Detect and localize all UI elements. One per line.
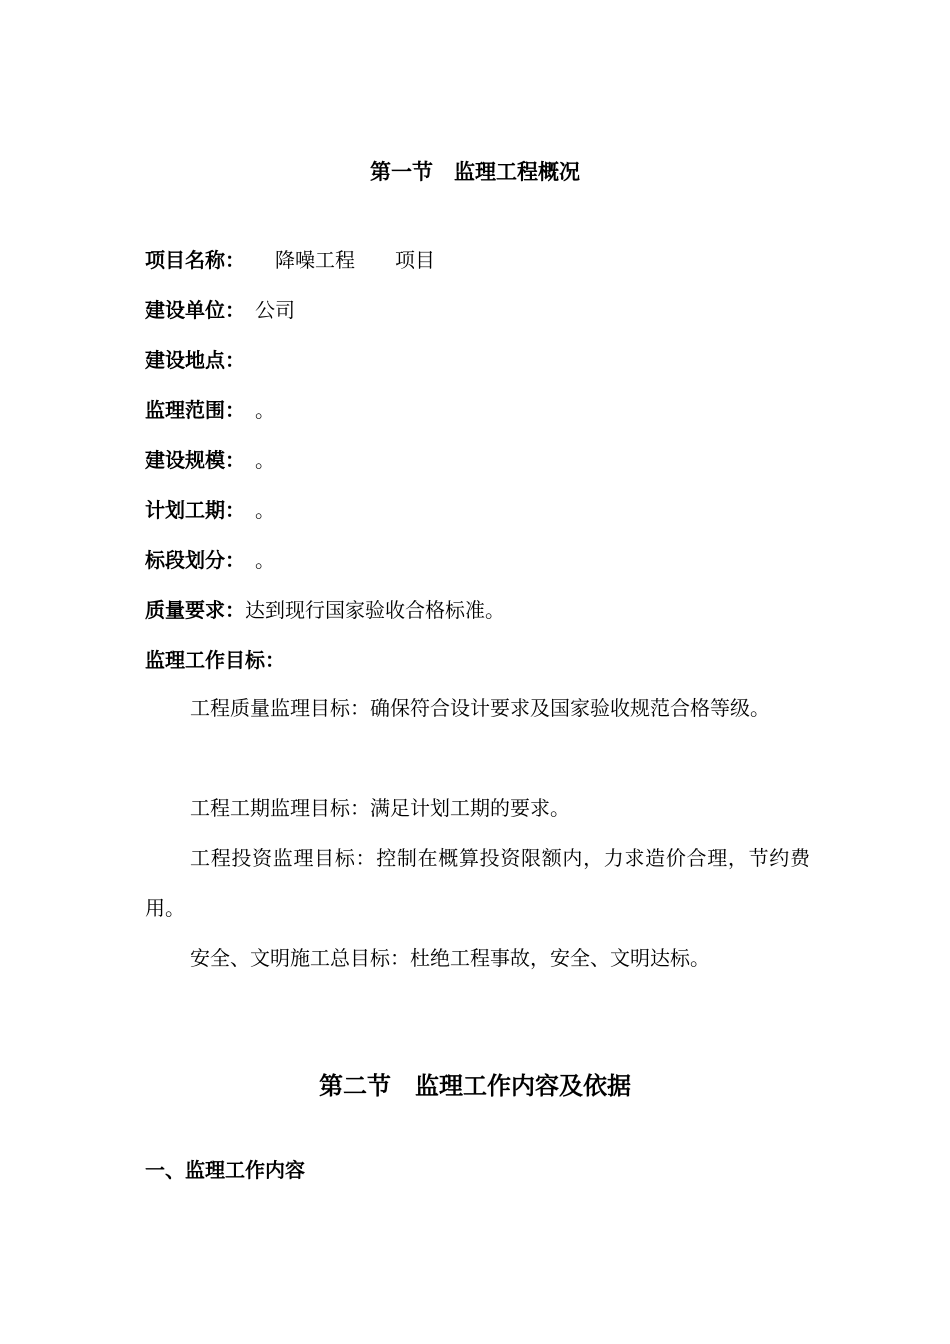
field-label: 建设规模： xyxy=(145,448,235,472)
field-quality xyxy=(145,596,505,624)
field-value: 。 xyxy=(235,548,275,572)
field-scale xyxy=(145,446,275,474)
field-value: 达到现行国家验收合格标准。 xyxy=(245,598,505,622)
field-project-name xyxy=(145,246,435,274)
field-value: 。 xyxy=(235,398,275,422)
field-label: 标段划分： xyxy=(145,548,235,572)
section2-subheading: 一、监理工作内容 xyxy=(145,1158,305,1182)
section1-title: 第一节 监理工程概况 xyxy=(370,159,580,184)
section2-title: 第二节 监理工作内容及依据 xyxy=(319,1071,631,1100)
field-label: 项目名称： xyxy=(145,248,235,272)
field-goals-heading xyxy=(145,646,285,674)
field-value: 公司 xyxy=(235,298,295,322)
field-label: 建设地点： xyxy=(145,348,245,372)
field-schedule xyxy=(145,496,275,524)
goal-schedule: 工程工期监理目标：满足计划工期的要求。 xyxy=(190,796,570,820)
field-label: 监理工作目标： xyxy=(145,648,285,672)
field-scope xyxy=(145,396,275,424)
goal-investment: 工程投资监理目标：控制在概算投资限额内，力求造价合理，节约费用。 xyxy=(145,846,810,920)
goal-quality: 工程质量监理目标：确保符合设计要求及国家验收规范合格等级。 xyxy=(190,696,770,720)
field-value: 降噪工程 项目 xyxy=(235,248,435,272)
field-builder xyxy=(145,296,295,324)
field-label: 监理范围： xyxy=(145,398,235,422)
field-location xyxy=(145,346,245,374)
field-sections xyxy=(145,546,275,574)
field-label: 计划工期： xyxy=(145,498,235,522)
field-value: 。 xyxy=(235,448,275,472)
field-value: 。 xyxy=(235,498,275,522)
goal-safety: 安全、文明施工总目标：杜绝工程事故，安全、文明达标。 xyxy=(190,946,710,970)
field-label: 建设单位： xyxy=(145,298,235,322)
field-label: 质量要求： xyxy=(145,598,245,622)
